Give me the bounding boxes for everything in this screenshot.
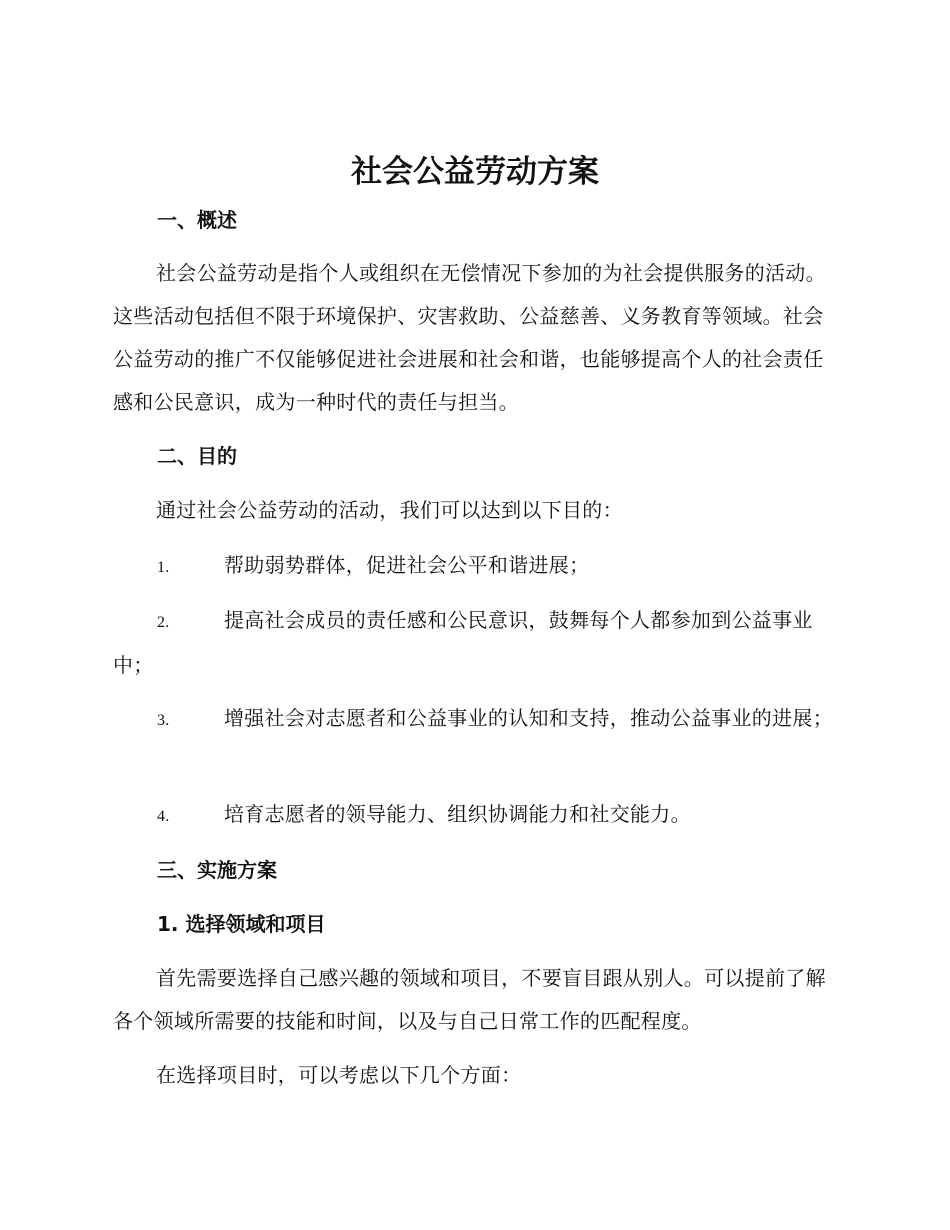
list-item-number: 2.	[157, 614, 170, 631]
purpose-list-item	[113, 544, 835, 589]
list-item-number: 3.	[157, 712, 170, 729]
section-heading-implementation: 三、实施方案	[157, 858, 277, 882]
overview-paragraph: 社会公益劳动是指个人或组织在无偿情况下参加的为社会提供服务的活动。这些活动包括但不限于环境保护、灾害救助、公益慈善、义务教育等领域。社会公益劳动的推广不仅能够促进社会进展和社会和谐，也能够提高个人的社会责任感和公民意识，成为一种时代的责任与担当。	[113, 261, 826, 414]
choose-field-aspects-paragraph: 在选择项目时，可以考虑以下几个方面：	[156, 1063, 522, 1087]
purpose-list-item	[113, 697, 835, 742]
subsection-heading-choose-field: 1. 选择领域和项目	[157, 912, 326, 936]
purpose-list-item	[113, 793, 835, 838]
document-title: 社会公益劳动方案	[351, 154, 599, 190]
choose-field-paragraph: 首先需要选择自己感兴趣的领域和项目，不要盲目跟从别人。可以提前了解各个领域所需要的技能和时间，以及与自己日常工作的匹配程度。	[113, 966, 826, 1033]
section-heading-purpose: 二、目的	[157, 444, 237, 468]
purpose-list-item	[113, 599, 835, 687]
section-heading-overview: 一、概述	[157, 208, 237, 232]
list-item-number: 4.	[157, 808, 170, 825]
purpose-intro-paragraph: 通过社会公益劳动的活动，我们可以达到以下目的：	[156, 498, 623, 522]
list-item-text: 培育志愿者的领导能力、组织协调能力和社交能力。	[224, 802, 691, 826]
list-item-text: 帮助弱势群体，促进社会公平和谐进展；	[224, 553, 590, 577]
list-item-number: 1.	[157, 559, 170, 576]
list-item-text: 增强社会对志愿者和公益事业的认知和支持，推动公益事业的进展；	[224, 706, 833, 730]
list-item-text: 提高社会成员的责任感和公民意识，鼓舞每个人都参加到公益事业中；	[113, 608, 813, 677]
